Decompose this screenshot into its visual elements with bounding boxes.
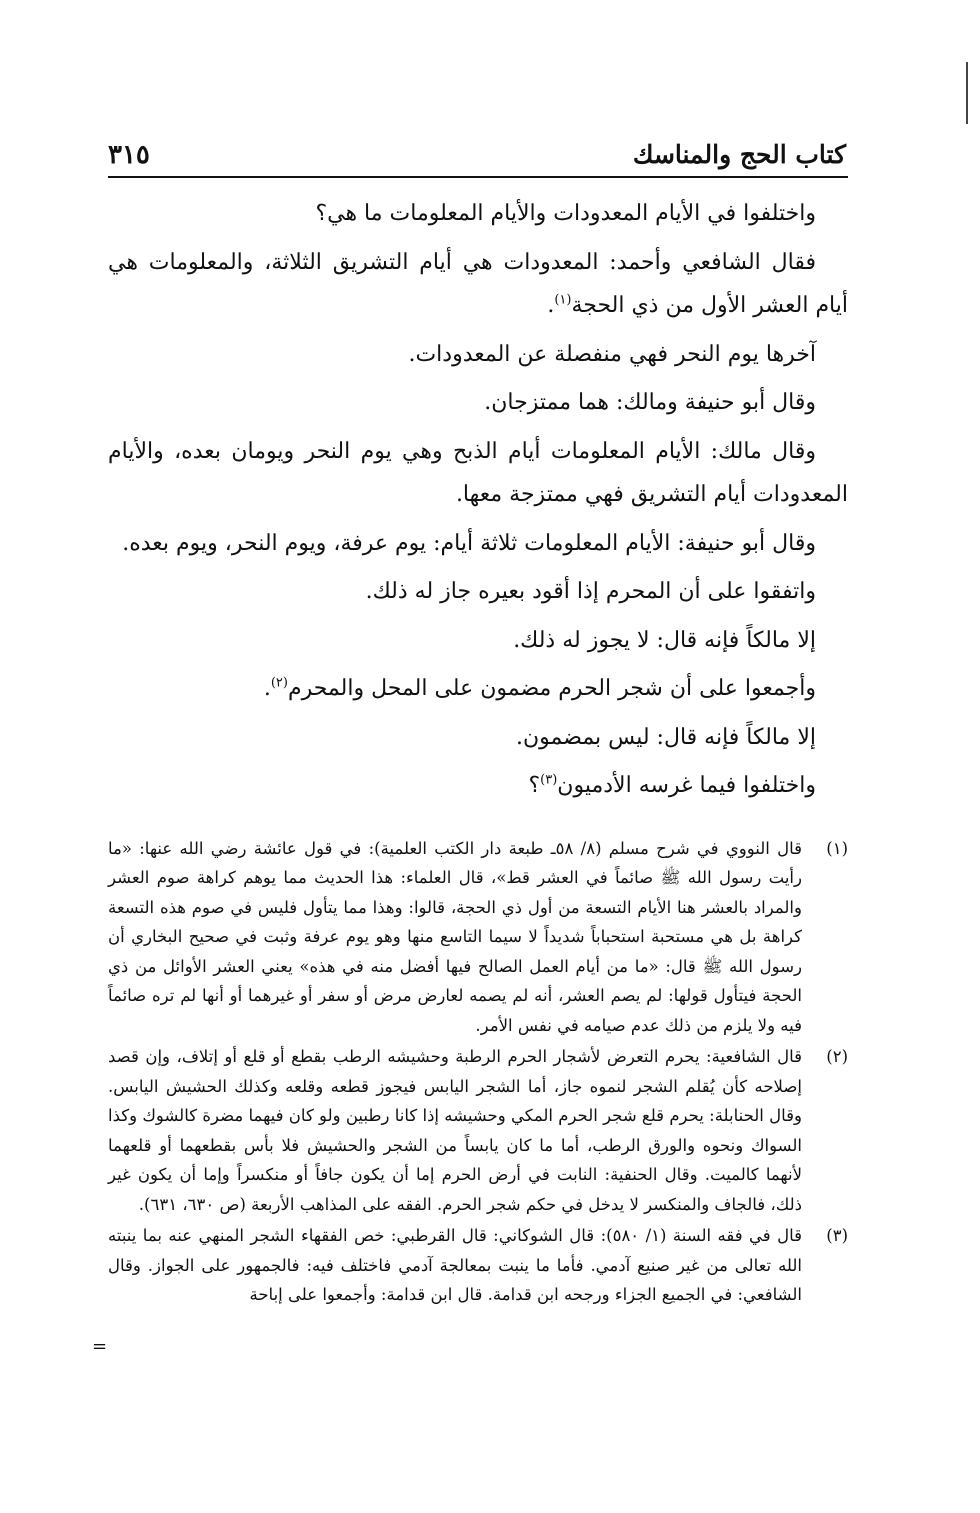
paragraph: آخرها يوم النحر فهي منفصلة عن المعدودات.: [408, 341, 816, 367]
paragraph: فقال الشافعي وأحمد: المعدودات هي أيام التشريق الثلاثة، والمعلومات هي أيام العشر الأول من ذي الحجة$^{(١)}$.: [108, 249, 848, 318]
paragraph: إلا مالكاً فإنه قال: لا يجوز له ذلك.: [513, 627, 816, 653]
footnote: [108, 1042, 848, 1219]
main-text: [108, 192, 848, 808]
footnote-marker: (٢): [826, 1047, 848, 1066]
footnote: [108, 1221, 848, 1310]
page-number: ٣١٥: [108, 140, 150, 170]
continuation-mark: =: [92, 1336, 108, 1357]
footnote-text: قال الشافعية: يحرم التعرض لأشجار الحرم الرطبة وحشيشه الرطب بقطع أو قلع أو إتلاف، وإن قصد إصلاحه كأن يُقلم الشجر لنموه جاز، أما الشجر اليابس فيجوز قطعه وقلعه وكذلك الحشيش اليابس. وقال الحنابلة: يحرم قلع شجر الحرم المكي وحشيشه إذا كانا رطبين ولو كان فيهما مضرة كالشوك وكذا السواك ونحوه والورق الرطب، أما ما كان يابساً من الشجر والحشيش فلا بأس بقطعهما أو قلعهما لأنهما كالميت. وقال الحنفية: النابت في أرض الحرم إما أن يكون جافاً أو منكسراً وإما أن يكون غير ذلك، فالجاف والمنكسر لا يدخل في حكم شجر الحرم. الفقه على المذاهب الأربعة (ص ٦٣٠، ٦٣١).: [108, 1047, 802, 1214]
paragraph: واختلفوا في الأيام المعدودات والأيام المعلومات ما هي؟: [315, 201, 816, 226]
footnote-text: قال في فقه السنة (١/ ٥٨٠): قال الشوكاني: قال القرطبي: خص الفقهاء الشجر المنهي عنه بما ينبته الله تعالى من غير صنيع آدمي. فأما ما ينبت بمعالجة آدمي فاختلف فيه: فالجمهور على الجواز. وقال الشافعي: في الجميع الجزاء ورجحه ابن قدامة. قال ابن قدامة: وأجمعوا على إباحة: [108, 1226, 802, 1304]
footnote-ref[interactable]: (١): [554, 292, 572, 308]
paragraph: وأجمعوا على أن شجر الحرم مضمون على المحل والمحرم$^{(٢)}$.: [263, 675, 816, 701]
paragraph: إلا مالكاً فإنه قال: ليس بمضمون.: [516, 724, 816, 750]
footnotes: [108, 834, 848, 1310]
footnote: [108, 834, 848, 1041]
running-header: [108, 140, 848, 178]
paragraph: واتفقوا على أن المحرم إذا أقود بعيره جاز له ذلك.: [365, 579, 816, 604]
chapter-title: كتاب الحج والمناسك: [632, 140, 846, 169]
footnote-marker: (١): [826, 838, 848, 858]
page-edge-mark: [966, 62, 968, 124]
footnote-text: قال النووي في شرح مسلم (٨/ ٥٨ـ طبعة دار الكتب العلمية): في قول عائشة رضي الله عنها: «ما رأيت رسول الله ﷺ صائماً في العشر قط»، قال العلماء: هذا الحديث مما يوهم كراهة صوم العشر والمراد بالعشر هنا الأيام التسعة من أول ذي الحجة، قالوا: وهذا مما يتأول فليس في صوم هذه التسعة كراهة بل هي مستحبة استحباباً شديداً لا سيما التاسع منها وهو يوم عرفة وثبت في صحيح البخاري أن رسول الله ﷺ قال: «ما من أيام العمل الصالح فيها أفضل منه في هذه» يعني العشر الأوائل من ذي الحجة فيتأول قولها: لم يصم العشر، أنه لم يصمه لعارض مرض أو سفر أو غيرهما أو أنها لم تره صائماً فيه ولا يلزم من ذلك عدم صيامه في نفس الأمر.: [108, 838, 803, 1035]
footnote-ref[interactable]: (٢): [270, 675, 288, 691]
footnote-marker: (٣): [826, 1226, 848, 1245]
paragraph: وقال مالك: الأيام المعلومات أيام الذبح وهي يوم النحر ويومان بعده، والأيام المعدودات أيام التشريق فهي ممتزجة معها.: [108, 438, 848, 507]
paragraph: وقال أبو حنيفة ومالك: هما ممتزجان.: [484, 390, 816, 415]
paragraph: وقال أبو حنيفة: الأيام المعلومات ثلاثة أيام: يوم عرفة، ويوم النحر، ويوم بعده.: [122, 530, 816, 556]
paragraph: واختلفوا فيما غرسه الأدميون$^{(٣)}$؟: [528, 772, 816, 798]
footnote-ref[interactable]: (٣): [540, 772, 558, 788]
book-page: [108, 140, 848, 1312]
